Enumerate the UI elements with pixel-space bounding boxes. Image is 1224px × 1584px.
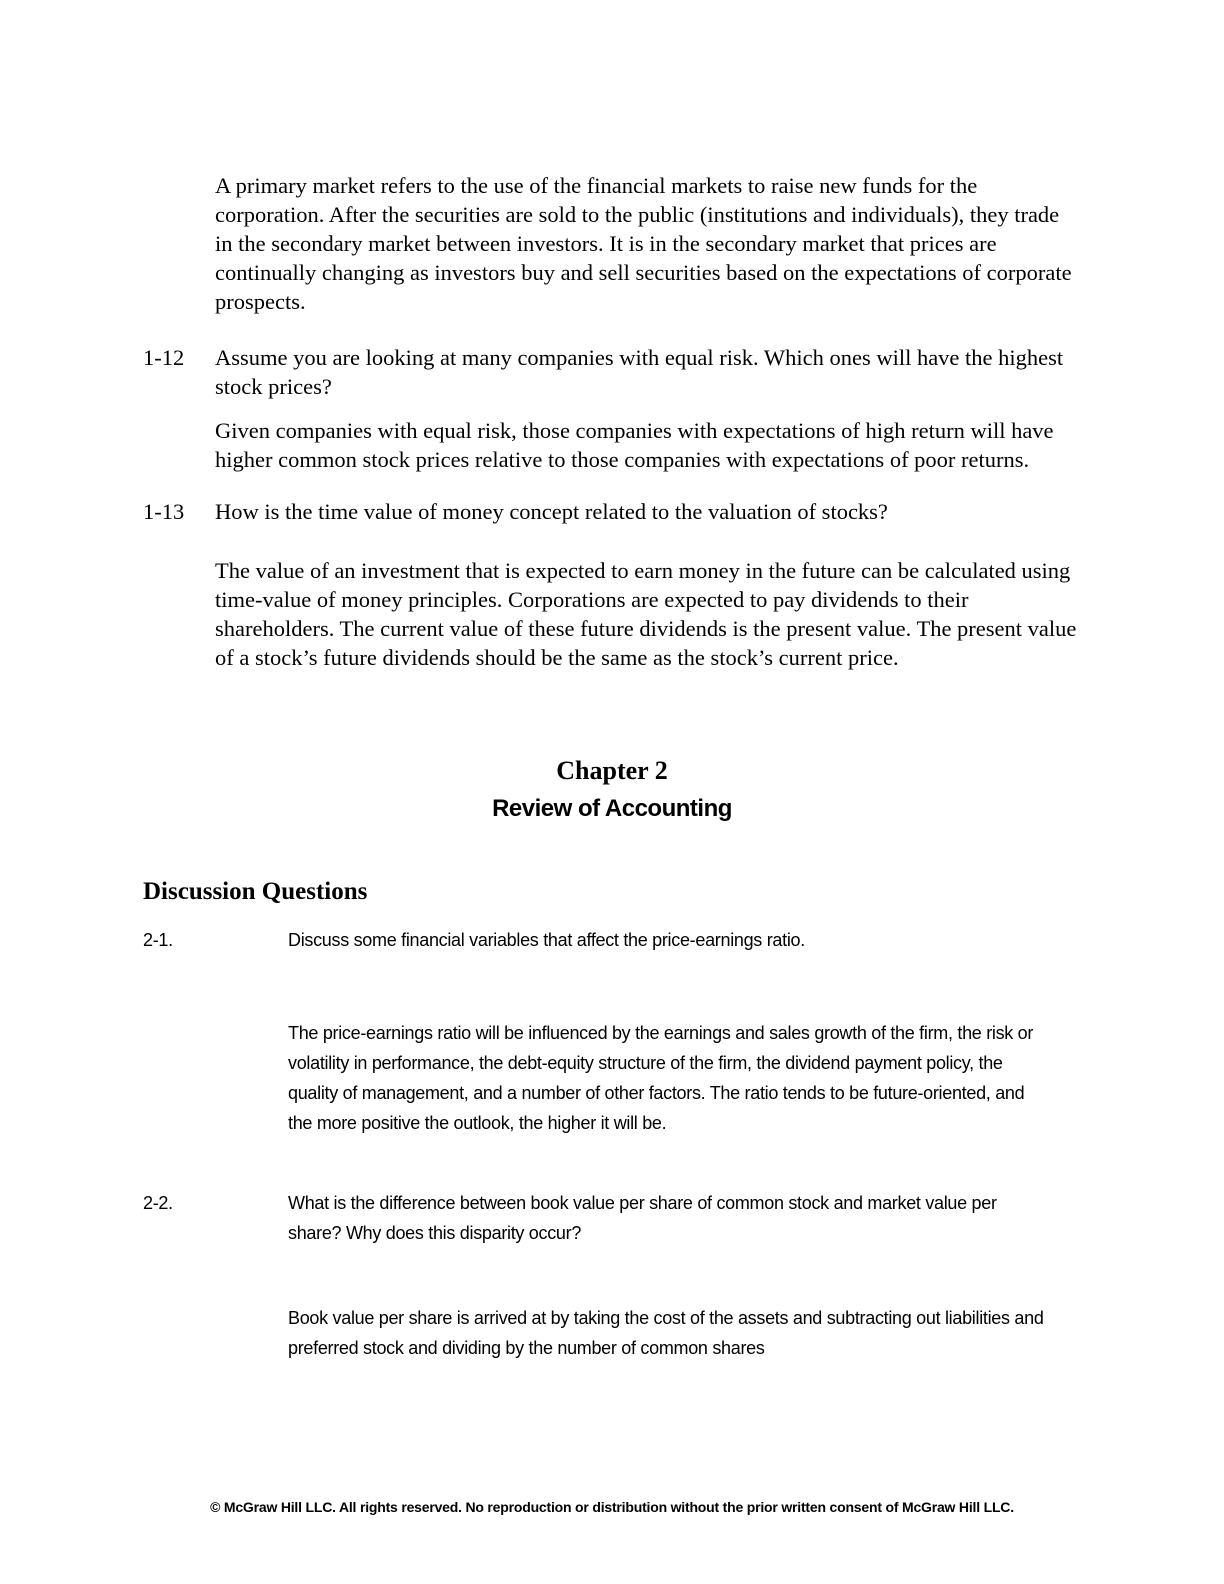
page-content [143,171,1081,1363]
answer-paragraph-2-1: The price-earnings ratio will be influenced by the earnings and sales growth of the firm, the risk or volatility in performance, the debt-equity structure of the firm, the dividend payment policy, the quality of management, and a number of other factors. The ratio tends to be future-oriented, and the more positive the outlook, the higher it will be. [288,1023,1034,1133]
question-text: Discuss some financial variables that affect the price-earnings ratio. [288,930,805,950]
chapter-subtitle: Review of Accounting [492,795,732,822]
chapter-heading [143,752,1081,828]
question-number: 2-1. [143,930,173,950]
question-text: Assume you are looking at many companies with equal risk. Which ones will have the highest stock prices? [215,345,1064,399]
answer-paragraph-1-13: The value of an investment that is expected to earn money in the future can be calculated using time-value of money principles. Corporations are expected to pay dividends to their shareholders. The current value of these future dividends is the present value. The present value of a stock’s future dividends should be the same as the stock’s current price. [215,558,1077,670]
answer-paragraph-1-12: Given companies with equal risk, those companies with expectations of high return will have higher common stock prices relative to those companies with expectations of poor returns. [215,418,1054,472]
question-row-1-13 [143,497,1081,526]
question-text: How is the time value of money concept related to the valuation of stocks? [215,499,888,524]
question-number: 2-2. [143,1193,173,1213]
question-number: 1-12 [143,345,185,370]
footer-copyright: © McGraw Hill LLC. All rights reserved. No reproduction or distribution without the prior written consent of McGraw Hill LLC. [210,1499,1014,1515]
section-heading-discussion-questions: Discussion Questions [143,878,368,905]
question-row-2-1 [143,925,1081,955]
question-row-1-12 [143,343,1081,401]
question-row-2-2 [143,1188,1081,1248]
answer-paragraph-primary-market: A primary market refers to the use of the financial markets to raise new funds for the corporation. After the securities are sold to the public (institutions and individuals), they trade in the secondary market between investors. It is in the secondary market that prices are continually changing as investors buy and sell securities based on the expectations of corporate prospects. [215,173,1072,314]
question-number: 1-13 [143,499,185,524]
question-text: What is the difference between book value per share of common stock and market value per share? Why does this disparity occur? [288,1193,997,1243]
answer-paragraph-2-2: Book value per share is arrived at by taking the cost of the assets and subtracting out liabilities and preferred stock and dividing by the number of common shares [288,1308,1044,1358]
chapter-title: Chapter 2 [556,756,668,785]
